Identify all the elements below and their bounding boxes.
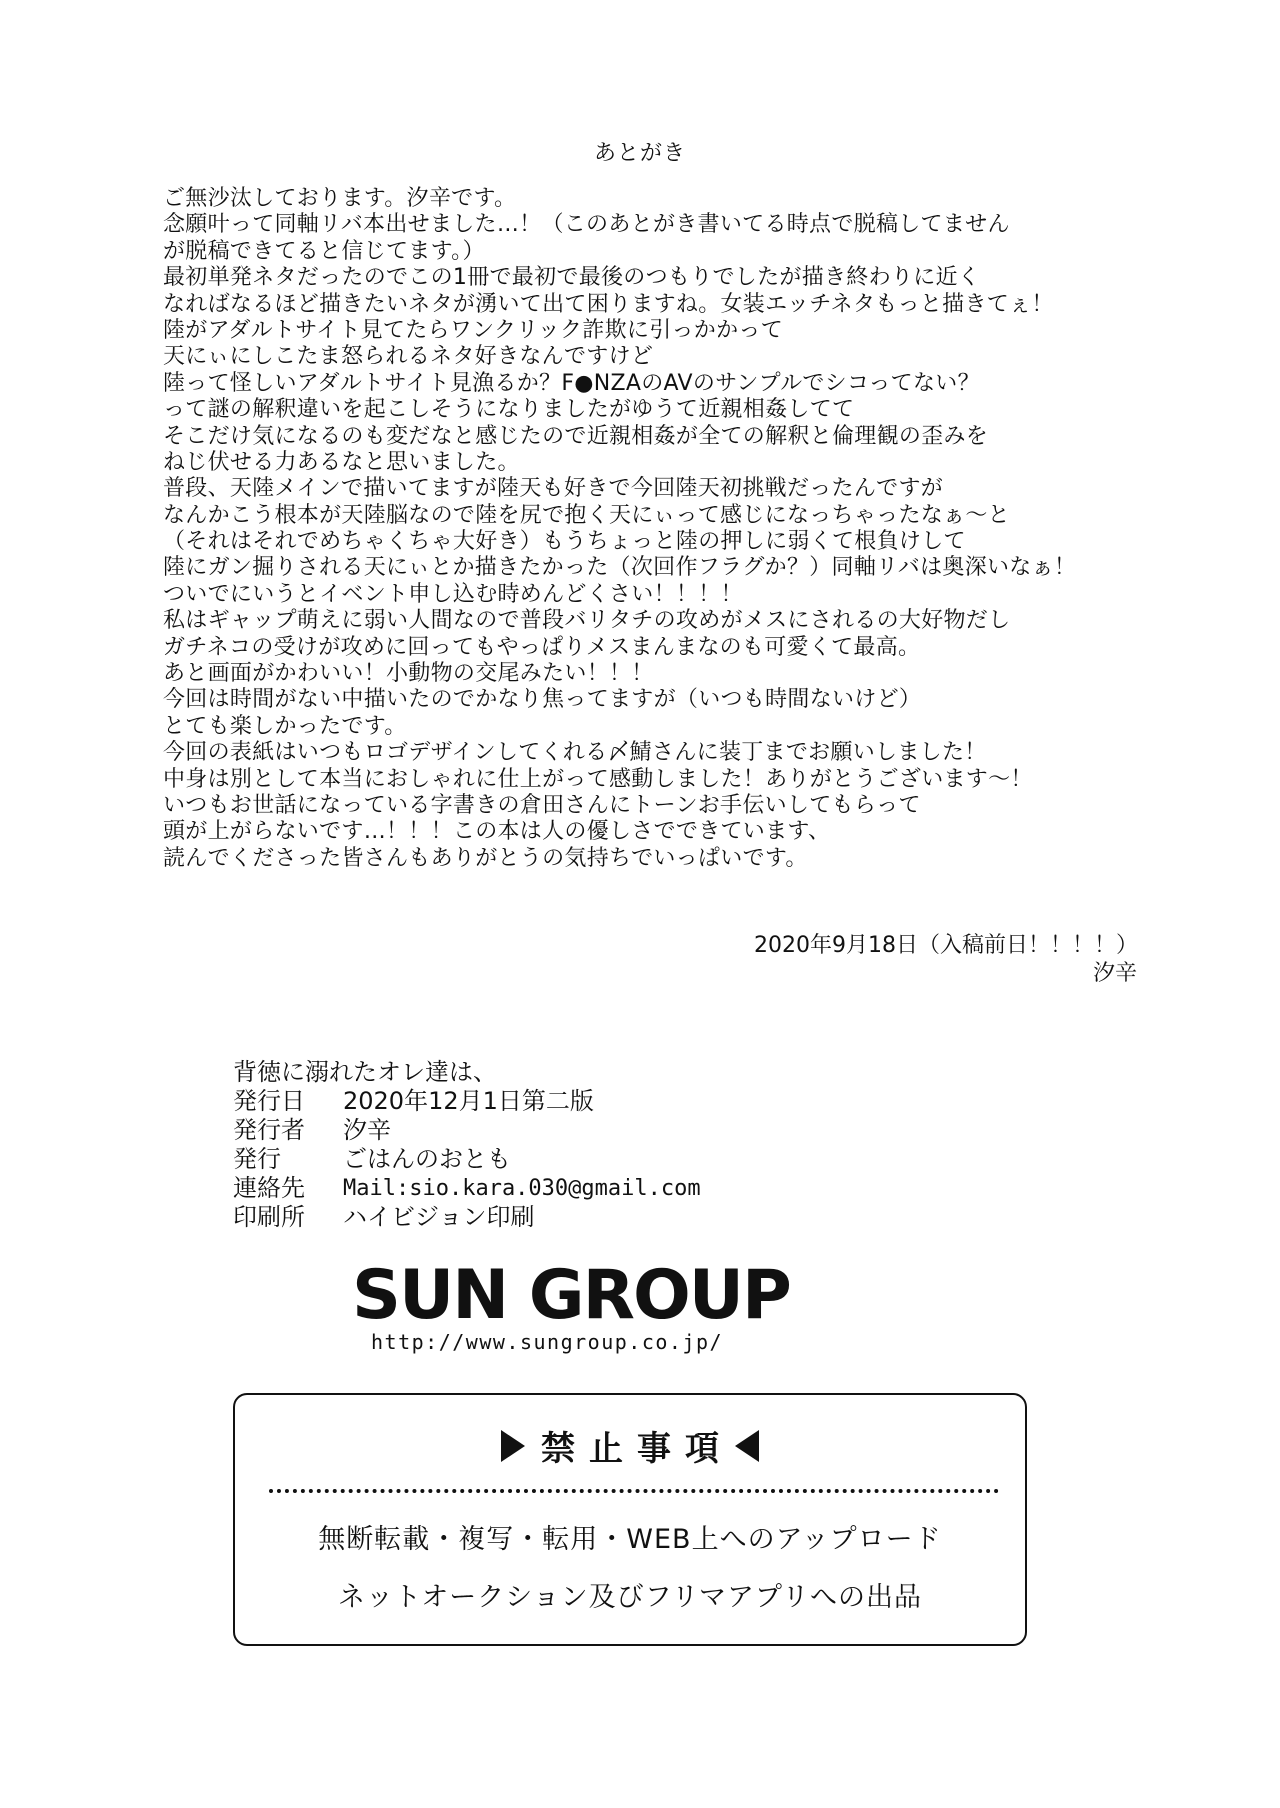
afterword-body	[163, 186, 1163, 872]
afterword-line: 最初単発ネタだったのでこの1冊で最初で最後のつもりでしたが描き終わりに近く	[163, 265, 981, 291]
colophon-row-contact	[233, 1174, 701, 1203]
colophon	[233, 1058, 701, 1232]
afterword-date: 2020年9月18日（入稿前日！！！！）	[754, 933, 1138, 958]
printer-url: http://www.sungroup.co.jp/	[371, 1330, 724, 1354]
afterword-line: 頭が上がらないです…！！！この本は人の優しさでできています、	[163, 819, 831, 845]
afterword-line: ねじ伏せる力あるなと思いました。	[163, 449, 520, 475]
notice-title: 禁止事項	[541, 1429, 733, 1469]
afterword-line: 陸って怪しいアダルトサイト見漁るか？F●NZAのAVのサンプルでシコってない？	[163, 370, 980, 396]
colophon-label: 発行者	[233, 1116, 305, 1144]
afterword-line: なんかこう根本が天陸脳なので陸を尻で抱く天にぃって感じになっちゃったなぁ～と	[163, 502, 1010, 528]
notice-line: ネットオークション及びフリマアプリへの出品	[338, 1582, 922, 1613]
colophon-value: 2020年12月1日第二版	[343, 1087, 594, 1115]
afterword-line: なればなるほど描きたいネタが湧いて出て困りますね。女装エッチネタもっと描きてぇ！	[163, 291, 1054, 317]
contact-email: Mail:sio.kara.030@gmail.com	[343, 1176, 701, 1201]
notice-line: 無断転載・複写・転用・WEB上へのアップロード	[318, 1524, 942, 1555]
afterword-line: そこだけ気になるのも変だなと感じたので近親相姦が全ての解釈と倫理観の歪みを	[163, 423, 989, 449]
afterword-line: 今回は時間がない中描いたのでかなり焦ってますが（いつも時間ないけど）	[163, 687, 922, 713]
afterword-line: あと画面がかわいい！小動物の交尾みたい！！！	[163, 661, 654, 687]
afterword-line: って謎の解釈違いを起こしそうになりましたがゆうて近親相姦してて	[163, 397, 855, 423]
afterword-line: ご無沙汰しております。汐辛です。	[163, 186, 517, 211]
afterword-line: ついでにいうとイベント申し込む時めんどくさい！！！！	[163, 581, 743, 607]
colophon-value: 汐辛	[343, 1116, 391, 1144]
afterword-line: 陸がアダルトサイト見てたらワンクリック詐欺に引っかかって	[163, 317, 784, 343]
afterword-line: 陸にガン掘りされる天にぃとか描きたかった（次回作フラグか？）同軸リバは奥深いなぁ！	[163, 555, 1077, 581]
colophon-value: ハイビジョン印刷	[343, 1203, 535, 1231]
afterword-line: が脱稿できてると信じてます。）	[163, 238, 485, 264]
colophon-book-title: 背徳に溺れたオレ達は、	[233, 1058, 497, 1086]
afterword-line: 読んでくださった皆さんもありがとうの気持ちでいっぱいです。	[163, 845, 808, 871]
afterword-title: あとがき	[593, 141, 686, 166]
triangle-right-icon	[501, 1430, 525, 1462]
dotted-divider	[269, 1489, 999, 1493]
colophon-label: 発行日	[233, 1087, 305, 1115]
prohibition-notice-box	[233, 1393, 1027, 1646]
afterword-line: 私はギャップ萌えに弱い人間なので普段バリタチの攻めがメスにされるの大好物だし	[163, 608, 1011, 634]
afterword-line: ガチネコの受けが攻めに回ってもやっぱりメスまんまなのも可愛くて最高。	[163, 634, 921, 660]
colophon-label: 連絡先	[233, 1174, 305, 1202]
afterword-line: とても楽しかったです。	[163, 713, 407, 739]
colophon-label: 印刷所	[233, 1203, 305, 1231]
afterword-line: 今回の表紙はいつもロゴデザインしてくれる〆鯖さんに装丁までお願いしました！	[163, 740, 987, 766]
afterword-line: 天にぃにしこたま怒られるネタ好きなんですけど	[163, 344, 654, 370]
afterword-author: 汐辛	[1092, 961, 1137, 986]
sun-group-logo: SUN GROUP	[352, 1256, 790, 1335]
colophon-label: 発行	[233, 1145, 281, 1173]
colophon-row-circle	[233, 1145, 701, 1174]
notice-header	[235, 1421, 1025, 1470]
afterword-line: 中身は別として本当におしゃれに仕上がって感動しました！ありがとうございます～！	[163, 766, 1033, 792]
colophon-row-publisher	[233, 1116, 701, 1145]
colophon-row-issue-date	[233, 1087, 701, 1116]
colophon-row-printer	[233, 1203, 701, 1232]
afterword-line: （それはそれでめちゃくちゃ大好き）もうちょっと陸の押しに弱くて根負けして	[163, 529, 966, 555]
colophon-value: ごはんのおとも	[343, 1145, 511, 1173]
afterword-line: 念願叶って同軸リバ本出せました…！（このあとがき書いてる時点で脱稿してません	[163, 212, 1010, 238]
triangle-left-icon	[735, 1430, 759, 1462]
afterword-line: 普段、天陸メインで描いてますが陸天も好きで今回陸天初挑戦だったんですが	[163, 476, 944, 502]
afterword-line: いつもお世話になっている字書きの倉田さんにトーンお手伝いしてもらって	[163, 792, 921, 818]
